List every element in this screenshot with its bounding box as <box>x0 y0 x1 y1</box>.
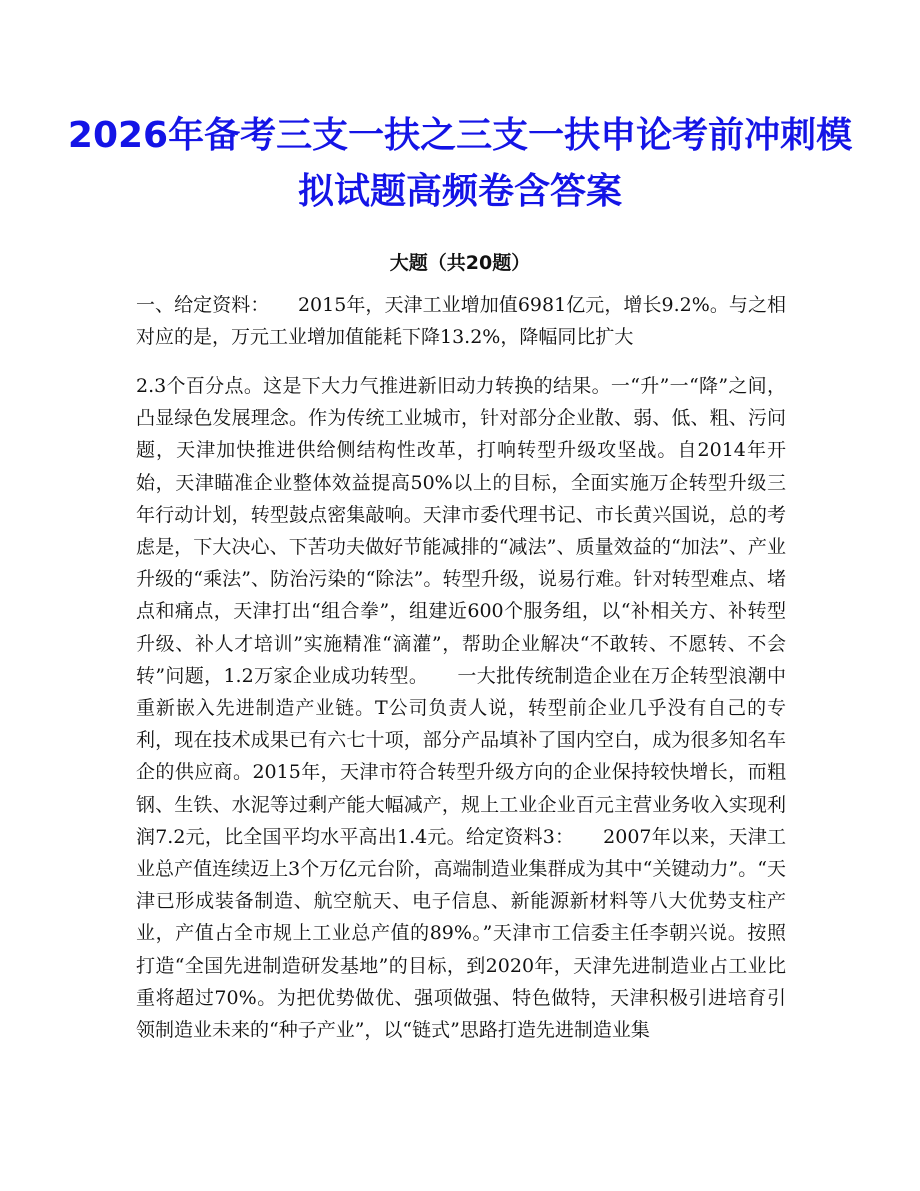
document-title: 2026年备考三支一扶之三支一扶申论考前冲刺模拟试题高频卷含答案 <box>67 115 853 212</box>
section-heading: 大题（共20题） <box>389 252 531 274</box>
paragraph-2: 2.3个百分点。这是下大力气推进新旧动力转换的结果。一“升”一“降”之间，凸显绿色发展理念。作为传统工业城市，针对部分企业散、弱、低、粗、污问题，天津加快推进供给侧结构性改革，打响转型升级攻坚战。自2014年开始，天津瞄准企业整体效益提高50%以上的目标，全面实施万企转型升级三年行动计划，转型鼓点密集敲响。天津市委代理书记、市长黄兴国说，总的考虑是，下大决心、下苦功夫做好节能减排的“减法”、质量效益的“加法”、产业升级的“乘法”、防治污染的“除法”。转型升级，说易行难。针对转型难点、堵点和痛点，天津打出“组合拳”，组建近600个服务组，以“补相关方、补转型升级、补人才培训”实施精准“滴灌”，帮助企业解决“不敢转、不愿转、不会转”问题，1.2万家企业成功转型。 一大批传统制造企业在万企转型浪潮中重新嵌入先进制造产业链。T公司负责人说，转型前企业几乎没有自己的专利，现在技术成果已有六七十项，部分产品填补了国内空白，成为很多知名车企的供应商。2015年，天津市符合转型升级方向的企业保持较快增长，而粗钢、生铁、水泥等过剩产能大幅减产，规上工业企业百元主营业务收入实现利润7.2元，比全国平均水平高出1.4元。给定资料3： 2007年以来，天津工业总产值连续迈上3个万亿元台阶，高端制造业集群成为其中“关键动力”。“天津已形成装备制造、航空航天、电子信息、新能源新材料等八大优势支柱产业，产值占全市规上工业总产值的89%。”天津市工信委主任李朝兴说。按照打造“全国先进制造研发基地”的目标，到2020年，天津先进制造业占工业比重将超过70%。为把优势做优、强项做强、特色做特，天津积极引进培育引领制造业未来的“种子产业”，以“链式”思路打造先进制造业集 <box>136 375 786 1042</box>
paragraph-1: 一、给定资料： 2015年，天津工业增加值6981亿元，增长9.2%。与之相对应的是，万元工业增加值能耗下降13.2%，降幅同比扩大 <box>136 294 786 348</box>
